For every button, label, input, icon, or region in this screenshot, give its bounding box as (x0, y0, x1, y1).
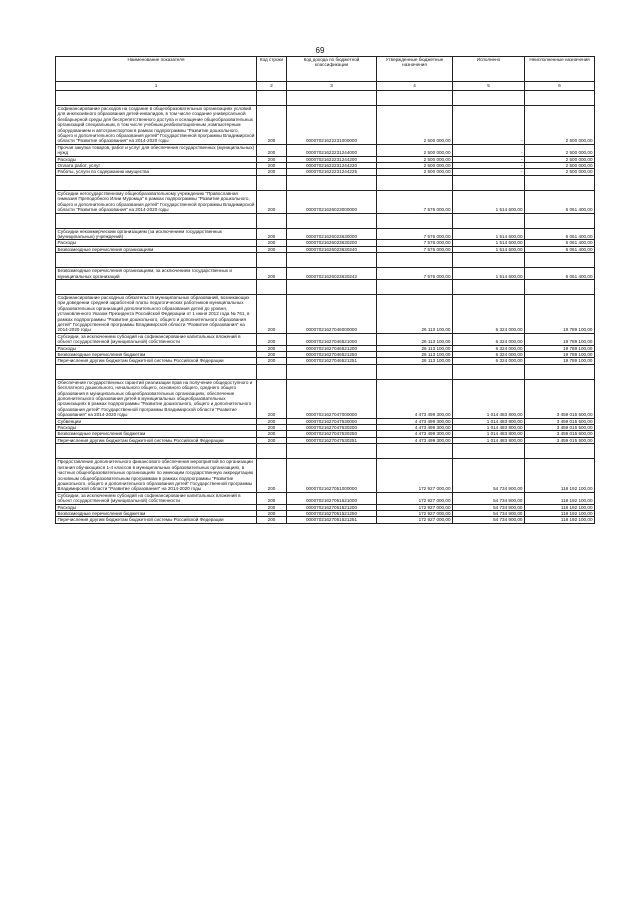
row-approved: 2 500 000,00 (377, 169, 453, 175)
spacer-cell (525, 175, 595, 190)
row-approved: 172 927 000,00 (377, 459, 453, 492)
spacer-cell (56, 279, 257, 294)
row-income-code: 00007021626023630242 (287, 268, 377, 280)
row-line-code: 200 (257, 504, 287, 510)
table-row (56, 352, 595, 358)
spacer-cell (287, 364, 377, 379)
spacer-row (56, 253, 595, 268)
row-unexecuted: 6 061 400,00 (525, 246, 595, 252)
spacer-cell (287, 175, 377, 190)
row-approved: 2 500 000,00 (377, 156, 453, 162)
row-executed: 1 014 483 800,00 (453, 431, 525, 437)
spacer-row (56, 364, 595, 379)
row-income-code: 00007021622231244225 (287, 169, 377, 175)
spacer-cell (257, 91, 287, 106)
row-line-code: 200 (257, 425, 287, 431)
row-line-code: 200 (257, 379, 287, 418)
spacer-cell (525, 213, 595, 228)
row-line-code: 200 (257, 246, 287, 252)
row-unexecuted: 6 061 400,00 (525, 190, 595, 213)
row-executed: - (453, 144, 525, 156)
row-unexecuted: 2 500 000,00 (525, 144, 595, 156)
row-line-code: 200 (257, 169, 287, 175)
row-line-code: 200 (257, 358, 287, 364)
header-line-code: Код строки (257, 57, 287, 82)
header-approved: Утвержденные бюджетные назначения (377, 57, 453, 82)
spacer-cell (56, 253, 257, 268)
spacer-cell (453, 444, 525, 459)
row-approved: 4 473 499 300,00 (377, 425, 453, 431)
row-name: Перечисления другим бюджетам бюджетной системы Российской Федерации (56, 517, 257, 523)
row-executed: 6 324 000,00 (453, 294, 525, 333)
row-income-code: 00007021626023630200 (287, 240, 377, 246)
row-executed: 54 734 900,00 (453, 517, 525, 523)
row-name: Софинансирование расходов на создание в общеобразовательных организациях условий для инклюзивного образования детей-инвалидов, в том числе создание универсальной безбарьерной среды для беспрепятственного доступа и оснащение общеобразовательных организаций специальным, в том числе учебным,реабилитационным ,компьютерным оборудованием и автотранспортом в рамках подпрограммы "Развитие дошкольного, общего и дополнительного образования детей" Государственной программы Владимирской области "Развитие образования" на 2014-2020 годы (56, 106, 257, 145)
row-executed: 6 324 000,00 (453, 352, 525, 358)
column-number-row (56, 82, 595, 91)
spacer-cell (56, 364, 257, 379)
spacer-row (56, 444, 595, 459)
table-row (56, 431, 595, 437)
row-line-code: 200 (257, 294, 287, 333)
row-approved: 2 500 000,00 (377, 106, 453, 145)
row-income-code: 00007021622231244000 (287, 144, 377, 156)
row-executed: 6 324 000,00 (453, 345, 525, 351)
header-executed: Исполнено (453, 57, 525, 82)
spacer-cell (257, 175, 287, 190)
row-unexecuted: 19 789 100,00 (525, 333, 595, 345)
row-name: Субсидии негосударственному общеобразовательному учреждению "Православная гимназия Преподобного Илии Муромца" в рамках подпрограммы "Развитие дошкольного, общего и дополнительного образования детей" Государственной программы Владимирской области "Развитие образования" на 2014-2020 годы (56, 190, 257, 213)
spacer-cell (453, 279, 525, 294)
row-unexecuted: 118 192 100,00 (525, 459, 595, 492)
row-income-code: 00007021622231244200 (287, 156, 377, 162)
header-row (56, 57, 595, 82)
row-name: Субсидии, за исключением субсидий на софинансирование капитальных вложений в объект государственной (муниципальной) собственности (56, 333, 257, 345)
row-approved: 7 576 000,00 (377, 240, 453, 246)
spacer-cell (377, 213, 453, 228)
row-approved: 172 927 000,00 (377, 492, 453, 504)
row-approved: 26 113 100,00 (377, 352, 453, 358)
row-unexecuted: 118 192 100,00 (525, 492, 595, 504)
table-row (56, 492, 595, 504)
row-income-code: 00007021627051521251 (287, 517, 377, 523)
spacer-cell (257, 364, 287, 379)
header-indicator-name: Наименование показателя (56, 57, 257, 82)
table-row (56, 517, 595, 523)
row-executed: 54 734 900,00 (453, 504, 525, 510)
row-approved: 7 576 000,00 (377, 228, 453, 240)
row-line-code: 200 (257, 190, 287, 213)
spacer-cell (287, 444, 377, 459)
column-number: 3 (287, 82, 377, 91)
row-unexecuted: 3 459 015 500,00 (525, 425, 595, 431)
row-line-code: 200 (257, 163, 287, 169)
row-executed: - (453, 169, 525, 175)
row-approved: 172 927 000,00 (377, 504, 453, 510)
spacer-cell (56, 213, 257, 228)
row-name: Безвозмездные перечисления организациям (56, 246, 257, 252)
row-income-code: 00007021627051000000 (287, 459, 377, 492)
row-line-code: 200 (257, 431, 287, 437)
row-unexecuted: 19 789 100,00 (525, 352, 595, 358)
table-row (56, 106, 595, 145)
row-unexecuted: 19 789 100,00 (525, 345, 595, 351)
row-executed: - (453, 106, 525, 145)
row-executed: 6 324 000,00 (453, 333, 525, 345)
row-name: Оплата работ, услуг (56, 163, 257, 169)
spacer-cell (377, 175, 453, 190)
row-line-code: 200 (257, 517, 287, 523)
row-unexecuted: 2 500 000,00 (525, 106, 595, 145)
row-name: Перечисления другим бюджетам бюджетной системы Российской Федерации (56, 358, 257, 364)
row-line-code: 200 (257, 228, 287, 240)
row-unexecuted: 6 061 400,00 (525, 268, 595, 280)
spacer-cell (287, 91, 377, 106)
row-approved: 26 113 100,00 (377, 358, 453, 364)
row-line-code: 200 (257, 459, 287, 492)
row-line-code: 200 (257, 345, 287, 351)
row-name: Перечисления другим бюджетам бюджетной системы Российской Федерации (56, 437, 257, 443)
row-line-code: 200 (257, 492, 287, 504)
row-unexecuted: 3 459 015 500,00 (525, 379, 595, 418)
row-approved: 172 927 000,00 (377, 510, 453, 516)
row-line-code: 200 (257, 240, 287, 246)
row-name: Прочая закупка товаров, работ и услуг для обеспечения государственных (муниципальных) нужд (56, 144, 257, 156)
row-line-code: 200 (257, 352, 287, 358)
table-row (56, 294, 595, 333)
spacer-cell (453, 175, 525, 190)
row-unexecuted: 6 061 400,00 (525, 240, 595, 246)
page-number: 69 (315, 46, 325, 55)
row-executed: 54 734 900,00 (453, 492, 525, 504)
column-number: 5 (453, 82, 525, 91)
row-name: Безвозмездные перечисления бюджетам (56, 352, 257, 358)
row-income-code: 00007021627051521200 (287, 504, 377, 510)
row-name: Субсидии некоммерческим организациям (за исключением государственных (муниципальных) учреждений) (56, 228, 257, 240)
row-income-code: 00007021626023000000 (287, 190, 377, 213)
row-income-code: 00007021626023630000 (287, 228, 377, 240)
table-row (56, 144, 595, 156)
row-approved: 26 113 100,00 (377, 294, 453, 333)
spacer-cell (377, 444, 453, 459)
row-executed: 1 014 483 800,00 (453, 418, 525, 424)
spacer-cell (257, 253, 287, 268)
column-number: 6 (525, 82, 595, 91)
spacer-cell (257, 279, 287, 294)
row-name: Расходы (56, 240, 257, 246)
table-row (56, 246, 595, 252)
spacer-cell (56, 175, 257, 190)
spacer-row (56, 175, 595, 190)
row-line-code: 200 (257, 333, 287, 345)
spacer-cell (525, 444, 595, 459)
spacer-cell (257, 213, 287, 228)
row-executed: 1 514 600,00 (453, 268, 525, 280)
table-row (56, 379, 595, 418)
row-line-code: 200 (257, 437, 287, 443)
row-name: Обеспечение государственных гарантий реализации прав на получение общедоступного и бесплатного дошкольного, начального общего, основного общего, среднего общего образования в муниципальных общеобразовательных организациях, обеспечение дополнительного образования детей в муниципальных общеобразовательных организациях в рамках подпрограммы "Развитие дошкольного, общего и дополнительного образования детей" Государственной программы Владимирской области "Развитие образования" на 2014-2020 годы (56, 379, 257, 418)
row-executed: 1 514 600,00 (453, 190, 525, 213)
budget-execution-table (55, 56, 595, 524)
spacer-cell (287, 279, 377, 294)
row-executed: - (453, 156, 525, 162)
column-number: 2 (257, 82, 287, 91)
row-executed: 1 014 483 800,00 (453, 437, 525, 443)
row-income-code: 00007021627046521251 (287, 358, 377, 364)
row-executed: 1 514 600,00 (453, 246, 525, 252)
row-name: Софинансирование расходных обязательств муниципальных образований, возникающих при доведении средней заработной платы педагогических работников муниципальных образовательных организаций дополнительного образования детей до уровня, установленного Указом Президента Российской Федерации от 1 июня 2012 года № 761, в рамках подпрограммы "Развитие дошкольного, общего и дополнительного образования детей" Государственной программы Владимирской области "Развитие образования" на 2014-2020 годы (56, 294, 257, 333)
spacer-cell (453, 364, 525, 379)
row-approved: 26 113 100,00 (377, 345, 453, 351)
row-income-code: 00007021627051521250 (287, 510, 377, 516)
spacer-cell (257, 444, 287, 459)
row-line-code: 200 (257, 268, 287, 280)
column-number: 1 (56, 82, 257, 91)
row-unexecuted: 118 192 100,00 (525, 517, 595, 523)
row-line-code: 200 (257, 156, 287, 162)
row-income-code: 00007021627047530250 (287, 431, 377, 437)
row-name: Предоставление дополнительного финансового обеспечения мероприятий по организации питания обучающихся 1-4 классов в муниципальных образовательных организациях, в частных общеобразовательных организациях по имеющим государственную аккредитацию основным общеобразовательным программам в рамках подпрограммы "Развитие дошкольного, общего и дополнительного образования детей" Государственной программы Владимирской области "Развитие образования" на 2014-2020 годы (56, 459, 257, 492)
table-row (56, 228, 595, 240)
row-name: Расходы (56, 425, 257, 431)
row-approved: 7 576 000,00 (377, 190, 453, 213)
header-income-code: Код дохода по бюджетной классификации (287, 57, 377, 82)
row-approved: 4 473 499 300,00 (377, 379, 453, 418)
row-approved: 26 113 100,00 (377, 333, 453, 345)
row-income-code: 00007021622231000000 (287, 106, 377, 145)
spacer-cell (56, 444, 257, 459)
spacer-cell (56, 91, 257, 106)
row-name: Безвозмездные перечисления организациям, за исключением государственных и муниципальных организаций (56, 268, 257, 280)
row-income-code: 00007021622231244220 (287, 163, 377, 169)
row-executed: 6 324 000,00 (453, 358, 525, 364)
row-approved: 4 473 499 300,00 (377, 437, 453, 443)
row-name: Расходы (56, 504, 257, 510)
spacer-cell (525, 91, 595, 106)
row-executed: 54 734 900,00 (453, 510, 525, 516)
row-unexecuted: 3 459 015 500,00 (525, 431, 595, 437)
row-name: Расходы (56, 345, 257, 351)
row-line-code: 200 (257, 106, 287, 145)
table-body (56, 91, 595, 524)
spacer-cell (287, 213, 377, 228)
row-unexecuted: 2 500 000,00 (525, 163, 595, 169)
spacer-cell (377, 364, 453, 379)
spacer-cell (453, 253, 525, 268)
spacer-row (56, 279, 595, 294)
row-name: Безвозмездные перечисления бюджетам (56, 431, 257, 437)
row-name: Расходы (56, 156, 257, 162)
row-approved: 2 500 000,00 (377, 144, 453, 156)
table-row (56, 510, 595, 516)
row-executed: 54 734 900,00 (453, 459, 525, 492)
row-income-code: 00007021627047000000 (287, 379, 377, 418)
row-unexecuted: 6 061 400,00 (525, 228, 595, 240)
row-name: Субсидии, за исключением субсидий на софинансирование капитальных вложений в объект государственной (муниципальной) собственности (56, 492, 257, 504)
row-executed: 1 014 483 800,00 (453, 379, 525, 418)
row-approved: 4 473 499 300,00 (377, 418, 453, 424)
table-row (56, 459, 595, 492)
row-name: Безвозмездные перечисления бюджетам (56, 510, 257, 516)
row-unexecuted: 118 192 100,00 (525, 510, 595, 516)
row-line-code: 200 (257, 418, 287, 424)
row-approved: 2 500 000,00 (377, 163, 453, 169)
row-income-code: 00007021627046000000 (287, 294, 377, 333)
row-unexecuted: 118 192 100,00 (525, 504, 595, 510)
table-row (56, 437, 595, 443)
row-unexecuted: 3 459 015 500,00 (525, 437, 595, 443)
table-row (56, 268, 595, 280)
spacer-cell (525, 279, 595, 294)
row-name: Работы, услуги по содержанию имущества (56, 169, 257, 175)
row-name: Субвенции (56, 418, 257, 424)
spacer-cell (377, 91, 453, 106)
row-executed: 1 514 600,00 (453, 240, 525, 246)
row-income-code: 00007021626023630240 (287, 246, 377, 252)
row-unexecuted: 19 789 100,00 (525, 294, 595, 333)
row-income-code: 00007021627046521000 (287, 333, 377, 345)
row-approved: 172 927 000,00 (377, 517, 453, 523)
row-unexecuted: 19 789 100,00 (525, 358, 595, 364)
row-approved: 7 576 000,00 (377, 246, 453, 252)
row-executed: 1 514 600,00 (453, 228, 525, 240)
row-line-code: 200 (257, 144, 287, 156)
row-approved: 4 473 499 300,00 (377, 431, 453, 437)
spacer-cell (377, 279, 453, 294)
spacer-row (56, 213, 595, 228)
spacer-cell (525, 364, 595, 379)
row-income-code: 00007021627046521200 (287, 345, 377, 351)
row-executed: - (453, 163, 525, 169)
column-number: 4 (377, 82, 453, 91)
spacer-cell (377, 253, 453, 268)
table-row (56, 190, 595, 213)
table-row (56, 358, 595, 364)
spacer-cell (453, 213, 525, 228)
row-line-code: 200 (257, 510, 287, 516)
row-unexecuted: 2 500 000,00 (525, 169, 595, 175)
row-income-code: 00007021627051521000 (287, 492, 377, 504)
row-income-code: 00007021627047530200 (287, 425, 377, 431)
row-income-code: 00007021627047530000 (287, 418, 377, 424)
spacer-cell (453, 91, 525, 106)
spacer-cell (525, 253, 595, 268)
row-executed: 1 014 483 800,00 (453, 425, 525, 431)
header-unexecuted: Неисполненные назначения (525, 57, 595, 82)
spacer-cell (287, 253, 377, 268)
table-row (56, 333, 595, 345)
row-unexecuted: 3 459 015 500,00 (525, 418, 595, 424)
row-unexecuted: 2 500 000,00 (525, 156, 595, 162)
row-income-code: 00007021627046521250 (287, 352, 377, 358)
row-income-code: 00007021627047530251 (287, 437, 377, 443)
row-approved: 7 576 000,00 (377, 268, 453, 280)
spacer-row (56, 91, 595, 106)
